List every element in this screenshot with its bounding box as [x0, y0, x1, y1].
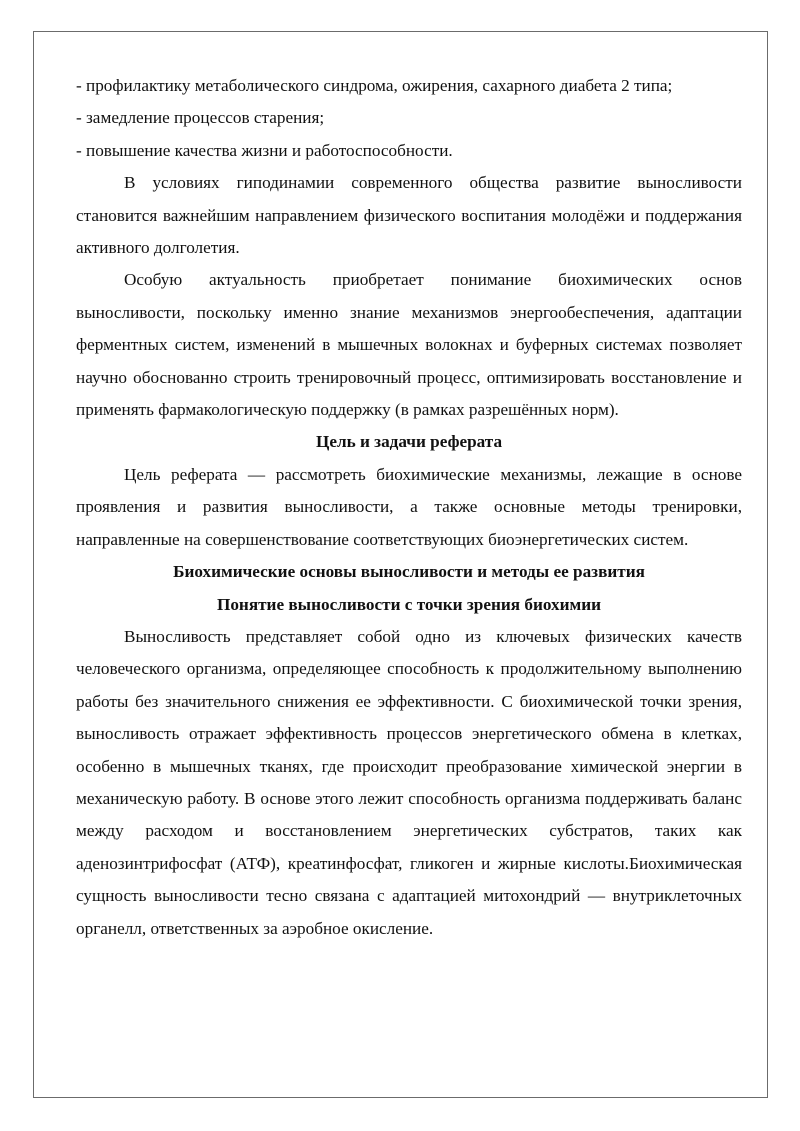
heading-goal: Цель и задачи реферата: [315, 432, 503, 452]
list-item: - замедление процессов старения;: [76, 108, 325, 128]
paragraph-hypodynamia: В условиях гиподинамии современного общества развитие выносливости становится важнейшим направлением физического воспитания молодёжи и поддержания активного долголетия.: [76, 173, 742, 258]
heading-section: Биохимические основы выносливости и методы ее развития: [173, 562, 645, 582]
list-item: - повышение качества жизни и работоспособности.: [76, 140, 453, 160]
list-item: - профилактику метаболического синдрома, ожирения, сахарного диабета 2 типа;: [76, 76, 673, 95]
paragraph-relevance: Особую актуальность приобретает понимание биохимических основ выносливости, поскольку именно знание механизмов энергообеспечения, адаптации ферментных систем, изменений в мышечных волокнах и буферных системах позволяет научно обоснованно строить тренировочный процесс, оптимизировать восстановление и применять фармакологическую поддержку (в рамках разрешённых норм).: [76, 270, 742, 420]
paragraph-goal: Цель реферата — рассмотреть биохимические механизмы, лежащие в основе проявления и развития выносливости, а также основные методы тренировки, направленные на совершенствование соответствующих биоэнергетических систем.: [76, 464, 742, 549]
paragraph-endurance: Выносливость представляет собой одно из ключевых физических качеств человеческого организма, определяющее способность к продолжительному выполнению работы без значительного снижения ее эффективности. С биохимической точки зрения, выносливость отражает эффективность процессов энергетического обмена в клетках, особенно в мышечных тканях, где происходит преобразование химической энергии в механическую работу. В основе этого лежит способность организма поддерживать баланс между расходом и восстановлением энергетических субстратов, таких как аденозинтрифосфат (АТФ), креатинфосфат, гликоген и жирные кислоты.Биохимическая сущность выносливости тесно связана с адаптацией митохондрий — внутриклеточных органелл, ответственных за аэробное окисление.: [76, 626, 742, 938]
heading-subsection: Понятие выносливости с точки зрения биохимии: [216, 594, 602, 614]
document-body: [76, 70, 742, 945]
